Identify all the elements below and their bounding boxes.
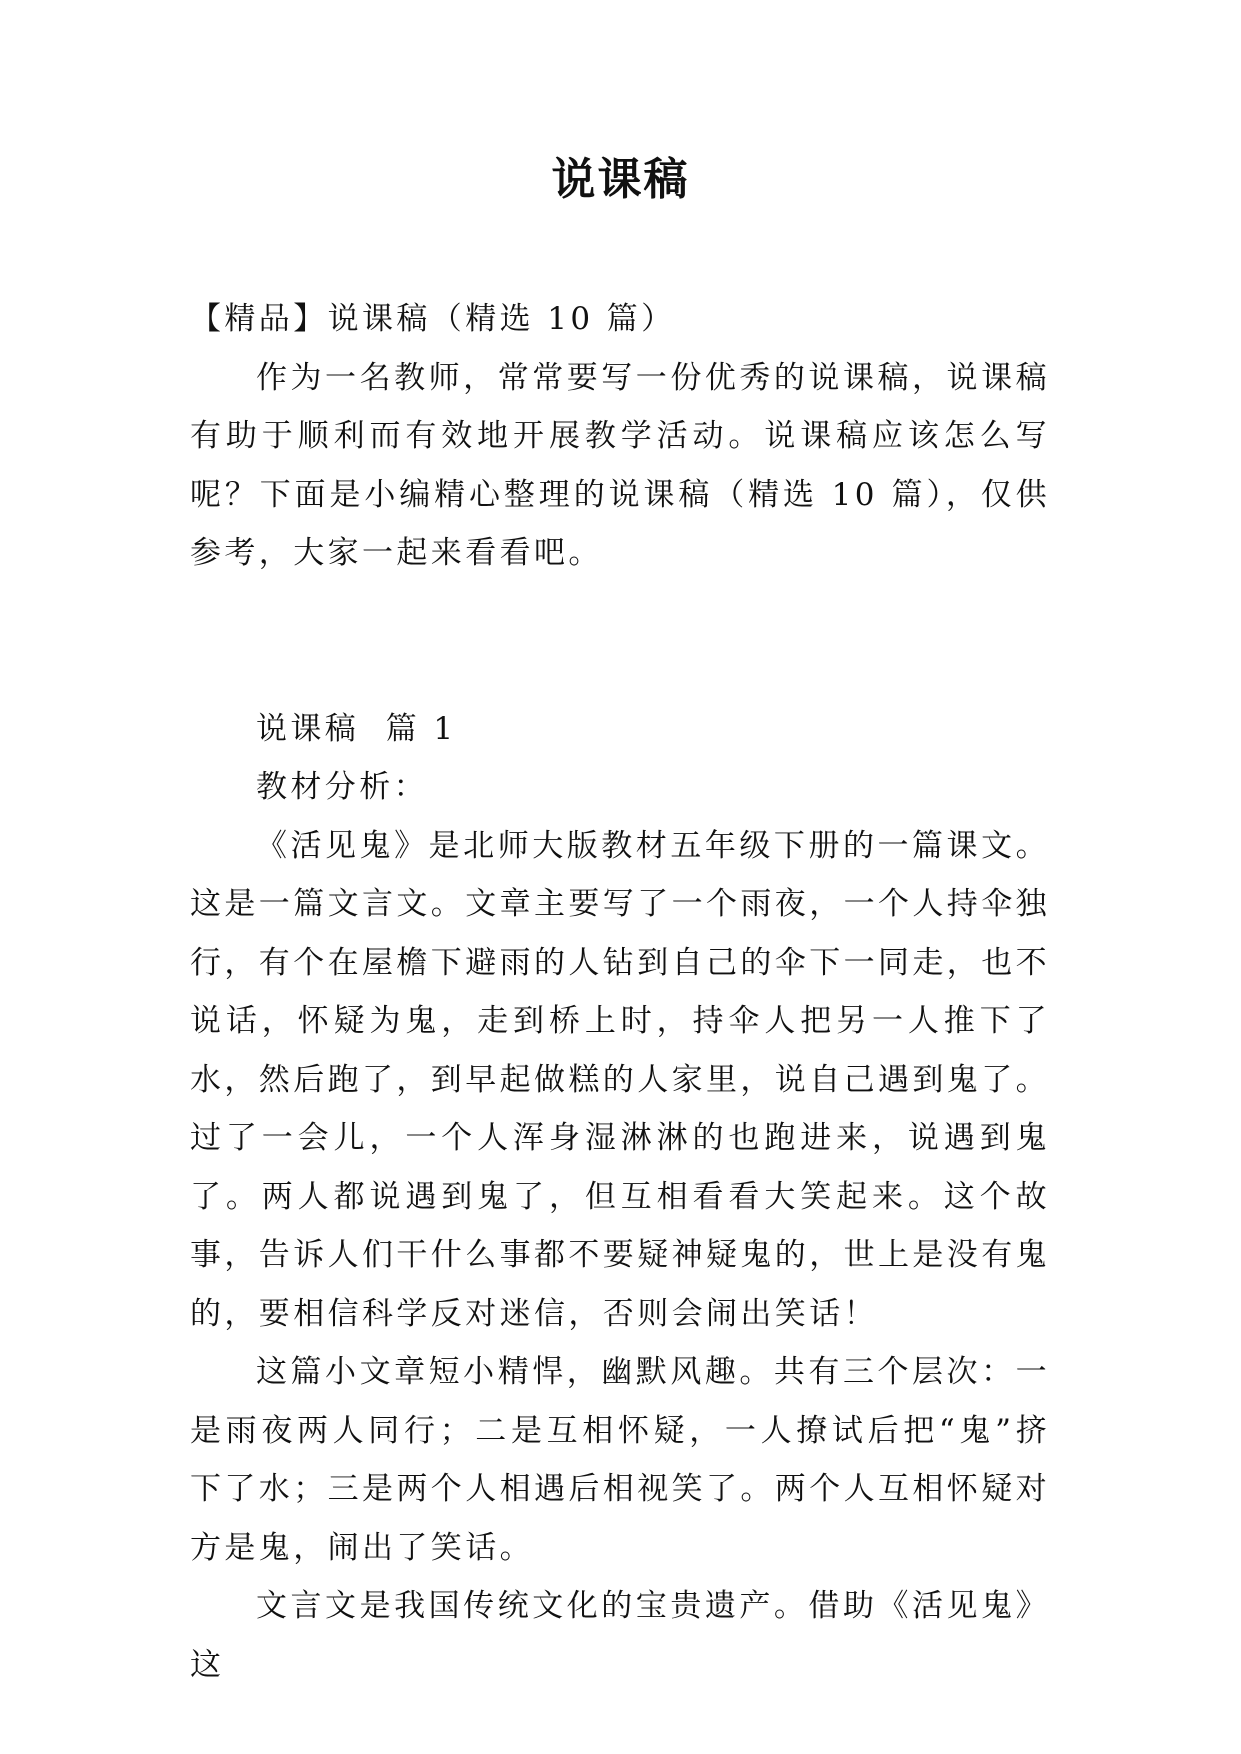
document-subtitle: 【精品】说课稿（精选 10 篇）: [190, 301, 676, 337]
section-label: 教材分析：: [256, 769, 428, 805]
document-body: [190, 290, 1050, 1694]
body-paragraph: 文言文是我国传统文化的宝贵遗产。借助《活见鬼》这: [190, 1588, 1050, 1683]
document-title: 说课稿: [551, 154, 690, 205]
section-heading: 说课稿 篇 1: [256, 710, 457, 747]
intro-paragraph: 作为一名教师，常常要写一份优秀的说课稿，说课稿有助于顺利而有效地开展教学活动。说课稿应该怎么写呢？下面是小编精心整理的说课稿（精选 10 篇），仅供参考，大家一起来看看吧。: [190, 359, 1050, 571]
body-paragraph: 《活见鬼》是北师大版教材五年级下册的一篇课文。这是一篇文言文。文章主要写了一个雨夜，一个人持伞独行，有个在屋檐下避雨的人钻到自己的伞下一同走，也不说话，怀疑为鬼，走到桥上时，持伞人把另一人推下了水，然后跑了，到早起做糕的人家里，说自己遇到鬼了。过了一会儿，一个人浑身湿淋淋的也跑进来，说遇到鬼了。两人都说遇到鬼了，但互相看看大笑起来。这个故事，告诉人们干什么事都不要疑神疑鬼的，世上是没有鬼的，要相信科学反对迷信，否则会闹出笑话！: [190, 827, 1050, 1332]
body-paragraph: 这篇小文章短小精悍，幽默风趣。共有三个层次：一是雨夜两人同行；二是互相怀疑，一人撩试后把“鬼”挤下了水；三是两个人相遇后相视笑了。两个人互相怀疑对方是鬼，闹出了笑话。: [190, 1354, 1050, 1566]
paragraph-spacer: [190, 583, 1050, 700]
